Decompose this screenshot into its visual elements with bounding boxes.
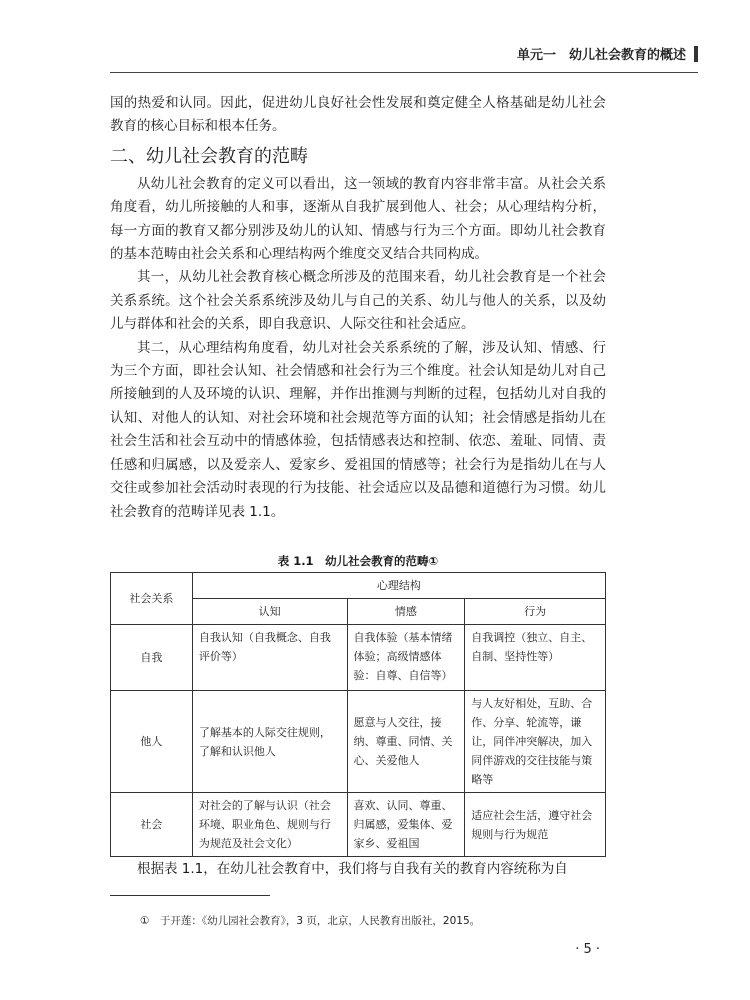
row-label-others: 他人 <box>111 691 193 793</box>
table-cell: 与人友好相处，互助、合作、分享、轮流等，谦让，同伴冲突解决，加入同伴游戏的交往技能与策略等 <box>465 691 606 793</box>
table-cell: 适应社会生活，遵守社会规则与行为规范 <box>465 793 606 857</box>
running-header <box>517 44 698 63</box>
header-bar-mark <box>694 46 698 62</box>
table-row <box>111 625 606 691</box>
row-label-self: 自我 <box>111 625 193 691</box>
column-header-emotion: 情感 <box>347 599 465 625</box>
footnote-rule <box>110 895 270 896</box>
running-header-text: 单元一 幼儿社会教育的概述 <box>516 48 686 63</box>
table-cell: 自我体验（基本情绪体验；高级情感体验：自尊、自信等） <box>347 625 465 691</box>
table-cell: 喜欢、认同、尊重、归属感，爱集体、爱家乡、爱祖国 <box>347 793 465 857</box>
table-cell: 自我认知（自我概念、自我评价等） <box>192 625 347 691</box>
paragraph-continuation: 国的热爱和认同。因此，促进幼儿良好社会性发展和奠定健全人格基础是幼儿社会教育的核心目标和根本任务。 <box>110 95 606 135</box>
table-cell: 对社会的了解与认识（社会环境、职业角色、规则与行为规范及社会文化） <box>192 793 347 857</box>
column-header-behavior: 行为 <box>465 599 606 625</box>
footnote: ① 于开莲：《幼儿园社会教育》，3 页，北京，人民教育出版社，2015。 <box>140 915 481 927</box>
paragraph-social-relations: 其一，从幼儿社会教育核心概念所涉及的范围来看，幼儿社会教育是一个社会关系系统。这个社会关系系统涉及幼儿与自己的关系、幼儿与他人的关系，以及幼儿与群体和社会的关系，即自我意识、人际交往和社会适应。 <box>110 269 606 333</box>
paragraph-psychological-structure: 其二，从心理结构角度看，幼儿对社会关系系统的了解，涉及认知、情感、行为三个方面，即社会认知、社会情感和社会行为三个维度。社会认知是幼儿对自己所接触到的人及环境的认识、理解，并作出推测与判断的过程，包括幼儿对自我的认知、对他人的认知、对社会环境和社会规范等方面的认知；社会情感是指幼儿在社会生活和社会互动中的情感体验，包括情感表达和控制、依恋、羞耻、同情、责任感和归属感，以及爱亲人、爱家乡、爱祖国的情感等；社会行为是指幼儿在与人交往或参加社会活动时表现的行为技能、社会适应以及品德和道德行为习惯。幼儿社会教育的范畴详见表 1.1。 <box>110 339 606 520</box>
table-cell: 了解基本的人际交往规则，了解和认识他人 <box>192 691 347 793</box>
corner-header-cell: 社会关系 <box>111 573 193 625</box>
scope-table <box>110 572 606 857</box>
page-number: · 5 · <box>575 942 600 957</box>
group-header-cell: 心理结构 <box>192 573 605 599</box>
table-row <box>111 793 606 857</box>
body-text <box>110 92 606 524</box>
section-heading: 二、幼儿社会教育的范畴 <box>110 145 308 167</box>
table-row <box>111 691 606 793</box>
table-caption: 表 1.1 幼儿社会教育的范畴① <box>277 554 439 568</box>
paragraph-scope-intro: 从幼儿社会教育的定义可以看出，这一领域的教育内容非常丰富。从社会关系角度看，幼儿所接触的人和事，逐渐从自我扩展到他人、社会；从心理结构分析，每一方面的教育又都分别涉及幼儿的认知、情感与行为三个方面。即幼儿社会教育的基本范畴由社会关系和心理结构两个维度交叉结合共同构成。 <box>110 175 606 263</box>
header-rule <box>110 72 698 73</box>
table-header-row <box>111 573 606 599</box>
table-cell: 愿意与人交往，接纳、尊重、同情、关心、关爱他人 <box>347 691 465 793</box>
column-header-cognition: 认知 <box>192 599 347 625</box>
row-label-society: 社会 <box>111 793 193 857</box>
closing-paragraph: 根据表 1.1，在幼儿社会教育中，我们将与自我有关的教育内容统称为自 <box>137 861 568 877</box>
table-cell: 自我调控（独立、自主、自制、坚持性等） <box>465 625 606 691</box>
